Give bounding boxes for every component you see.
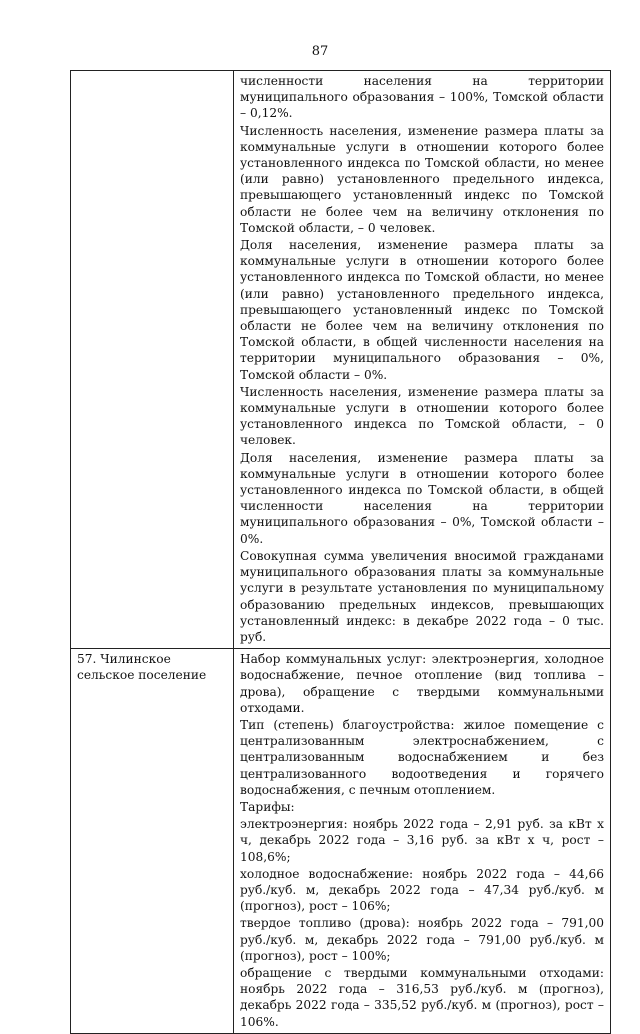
table-row [71,649,611,1034]
page-number: 87 [311,44,329,59]
paragraph: холодное водоснабжение: ноябрь 2022 года – 44,66 руб./куб. м, декабрь 2022 года – 47,34 руб./куб. м (прогноз), рост – 106%; [240,866,604,914]
content-table [70,70,611,1034]
row-content-cell [234,649,611,1034]
paragraph: электроэнергия: ноябрь 2022 года – 2,91 руб. за кВт х ч, декабрь 2022 года – 3,16 руб. за кВт х ч, рост – 108,6%; [240,817,604,864]
paragraph: Совокупная сумма увеличения вносимой гражданами муниципального образования платы за коммунальные услуги в результате установления по муниципальному образованию предельных индексов, превышающих установленный индекс: в декабре 2022 года – 0 тыс. руб. [240,548,604,644]
paragraph: твердое топливо (дрова): ноябрь 2022 года – 791,00 руб./куб. м, декабрь 2022 года – 791,00 руб./куб. м (прогноз), рост – 100%; [240,916,604,963]
paragraph: Доля населения, изменение размера платы за коммунальные услуги в отношении которого более установленного индекса по Томской области, в общей численности населения на территории муниципального образования – 0%, Томской области – 0%. [240,450,604,546]
paragraph: Тип (степень) благоустройства: жилое помещение с централизованным электроснабжением, с централизованным водоснабжением и без централизованного водоотведения и горячего водоснабжения, с печным отоплением. [240,717,604,797]
paragraph: обращение с твердыми коммунальными отходами: ноябрь 2022 года – 316,53 руб./куб. м (прогноз), декабрь 2022 года – 335,52 руб./куб. м (прогноз), рост – 106%. [240,965,604,1029]
row-label-cell [71,71,234,649]
row-content-cell [234,71,611,649]
paragraph: Доля населения, изменение размера платы за коммунальные услуги в отношении которого более установленного индекса по Томской области, но менее (или равно) установленного предельного индекса, превышающего установленный индекс по Томской области не более чем на величину отклонения по Томской области, в общей численности населения на территории муниципального образования – 0%, Томской области – 0%. [240,238,604,382]
paragraph: Тарифы: [240,799,295,814]
row-label-cell: 57. Чилинское сельское поселение [71,649,234,1034]
table-row [71,71,611,649]
paragraph: численности населения на территории муниципального образования – 100%, Томской области – 0,12%. [240,74,604,121]
paragraph: Численность населения, изменение размера платы за коммунальные услуги в отношении которого более установленного индекса по Томской области, но менее (или равно) установленного предельного индекса, превышающего установленный индекс по Томской области не более чем на величину отклонения по Томской области, – 0 человек. [240,123,604,235]
paragraph: Численность населения, изменение размера платы за коммунальные услуги в отношении которого более установленного индекса по Томской области, – 0 человек. [240,384,604,448]
paragraph: Набор коммунальных услуг: электроэнергия, холодное водоснабжение, печное отопление (вид топлива – дрова), обращение с твердыми коммунальными отходами. [240,652,604,715]
